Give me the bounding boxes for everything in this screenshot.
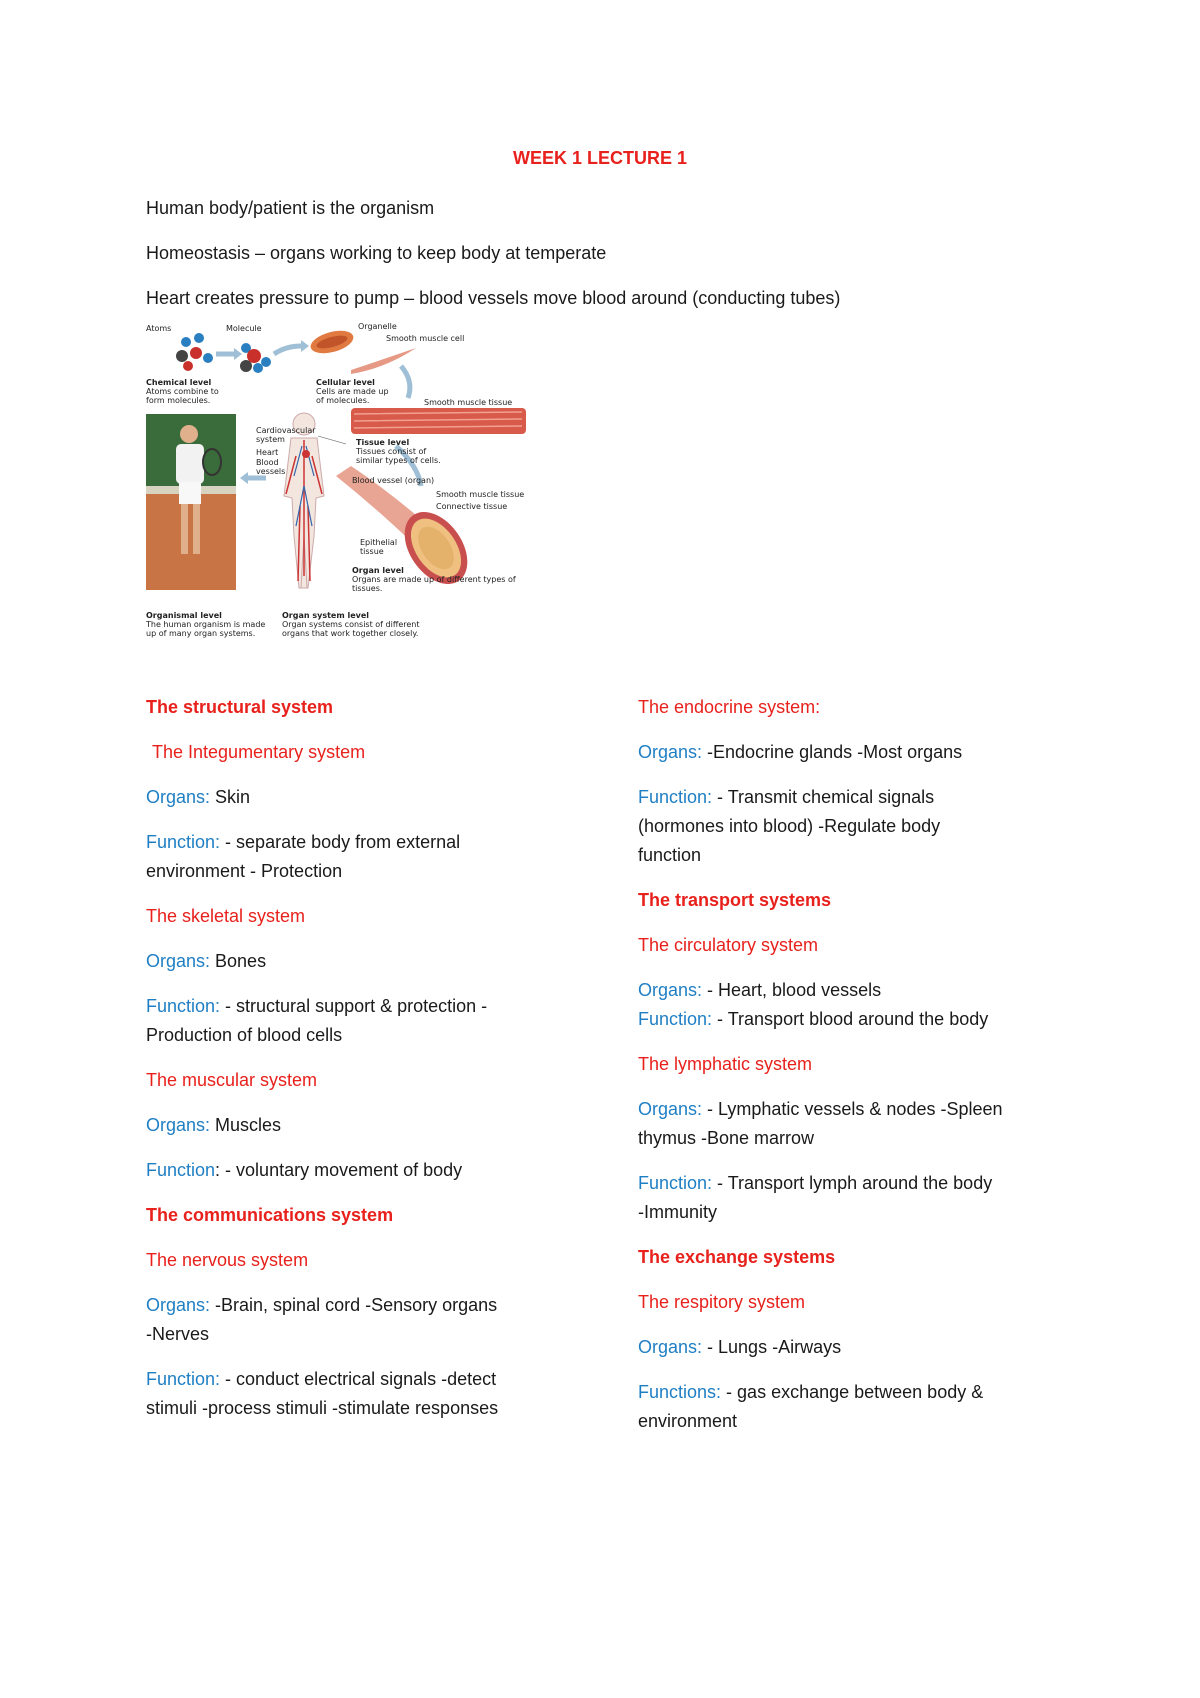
exchange-systems-heading: The exchange systems	[638, 1247, 836, 1267]
endocrine-function-cont: (hormones into blood) -Regulate body	[638, 816, 941, 836]
lymphatic-function-cont: -Immunity	[638, 1202, 718, 1222]
organs-label: Organs:	[638, 742, 703, 762]
function-label: Function:	[146, 1369, 221, 1389]
blood-vessels-label: Blood vessels	[256, 458, 286, 476]
function-label: Function	[146, 1160, 216, 1180]
smooth-muscle-tissue-illustration	[351, 408, 526, 434]
organismal-level-label: Organismal level The human organism is made up of many organ systems.	[146, 611, 266, 638]
right-column	[638, 693, 1078, 1436]
organ-system-level-label: Organ system level Organ systems consist of different organs that work together closely.	[282, 611, 420, 638]
organs-label: Organs:	[146, 787, 211, 807]
intro-line-2: Homeostasis – organs working to keep body at temperate	[146, 243, 607, 263]
lymphatic-heading: The lymphatic system	[638, 1054, 813, 1074]
tissue-level-label: Tissue level Tissues consist of similar types of cells.	[356, 438, 441, 465]
skeletal-organs: Organs: Bones	[146, 951, 267, 971]
integumentary-organs: Organs: Skin	[146, 787, 251, 807]
page-title: WEEK 1 LECTURE 1	[512, 148, 688, 168]
left-column	[146, 693, 586, 1423]
lymphatic-organs: Organs: - Lymphatic vessels & nodes -Spleen	[638, 1099, 1003, 1119]
nervous-organs-cont: -Nerves	[146, 1324, 210, 1344]
circulatory-organs: Organs: - Heart, blood vessels	[638, 980, 882, 1000]
integumentary-function-cont: environment - Protection	[146, 861, 343, 881]
circulatory-function: Function: - Transport blood around the body	[638, 1009, 989, 1029]
smooth-muscle-tissue-label: Smooth muscle tissue	[424, 398, 513, 407]
integumentary-heading: The Integumentary system	[152, 742, 366, 762]
endocrine-heading: The endocrine system:	[638, 697, 821, 717]
function-label: Function:	[146, 996, 221, 1016]
respitory-function: Functions: - gas exchange between body &	[638, 1382, 984, 1402]
skeletal-function-cont: Production of blood cells	[146, 1025, 343, 1045]
respitory-heading: The respitory system	[638, 1292, 806, 1312]
organismal-photo	[146, 414, 236, 590]
respitory-organs: Organs: - Lungs -Airways	[638, 1337, 842, 1357]
transport-systems-heading: The transport systems	[638, 890, 832, 910]
muscular-function: Function: - voluntary movement of body	[146, 1160, 463, 1180]
organs-label: Organs:	[146, 1115, 211, 1135]
organs-label: Organs:	[638, 980, 703, 1000]
organs-label: Organs:	[638, 1337, 703, 1357]
organs-label: Organs:	[146, 951, 211, 971]
communications-system-heading: The communications system	[146, 1205, 394, 1225]
endocrine-organs: Organs: -Endocrine glands -Most organs	[638, 742, 963, 762]
levels-of-organization-figure	[146, 322, 566, 674]
skeletal-function: Function: - structural support & protection -	[146, 996, 488, 1016]
intro-line-3: Heart creates pressure to pump – blood vessels move blood around (conducting tubes)	[146, 288, 841, 308]
cellular-level-label: Cellular level Cells are made up of molecules.	[316, 378, 389, 405]
nervous-heading: The nervous system	[146, 1250, 309, 1270]
function-label: Function:	[638, 787, 713, 807]
nervous-function-cont: stimuli -process stimuli -stimulate responses	[146, 1398, 499, 1418]
structural-system-heading: The structural system	[146, 697, 334, 717]
endocrine-function-cont-2: function	[638, 845, 702, 865]
nervous-organs: Organs: -Brain, spinal cord -Sensory organs	[146, 1295, 498, 1315]
molecule-illustration	[240, 343, 271, 373]
function-label: Function:	[638, 1173, 713, 1193]
respitory-function-cont: environment	[638, 1411, 738, 1431]
smooth-muscle-cell-label: Smooth muscle cell	[386, 334, 465, 343]
epithelial-tissue-label: Epithelial tissue	[360, 538, 398, 556]
organs-label: Organs:	[638, 1099, 703, 1119]
blood-vessel-organ-label: Blood vessel (organ)	[352, 476, 435, 485]
atoms-label: Atoms	[146, 324, 172, 333]
connective-tissue-label: Connective tissue	[436, 502, 508, 511]
molecule-label: Molecule	[226, 324, 262, 333]
endocrine-function: Function: - Transmit chemical signals	[638, 787, 935, 807]
cardiovascular-system-label: Cardiovascular system	[256, 426, 316, 444]
chemical-level-label: Chemical level Atoms combine to form molecules.	[146, 378, 219, 405]
organelle-label: Organelle	[358, 322, 397, 331]
function-label: Function:	[146, 832, 221, 852]
muscular-heading: The muscular system	[146, 1070, 318, 1090]
skeletal-heading: The skeletal system	[146, 906, 306, 926]
function-label: Function:	[638, 1009, 713, 1029]
atoms-illustration	[176, 333, 213, 371]
heart-label: Heart	[256, 448, 279, 457]
smooth-muscle-tissue-2-label: Smooth muscle tissue	[436, 490, 525, 499]
nervous-function: Function: - conduct electrical signals -detect	[146, 1369, 497, 1389]
muscular-organs: Organs: Muscles	[146, 1115, 282, 1135]
intro-line-1: Human body/patient is the organism	[146, 198, 435, 218]
lymphatic-function: Function: - Transport lymph around the body	[638, 1173, 993, 1193]
circulatory-heading: The circulatory system	[638, 935, 819, 955]
organs-label: Organs:	[146, 1295, 211, 1315]
lymphatic-organs-cont: thymus -Bone marrow	[638, 1128, 815, 1148]
function-label: Functions:	[638, 1382, 722, 1402]
organ-level-label: Organ level Organs are made up of different types of tissues.	[352, 566, 516, 593]
integumentary-function: Function: - separate body from external	[146, 832, 461, 852]
